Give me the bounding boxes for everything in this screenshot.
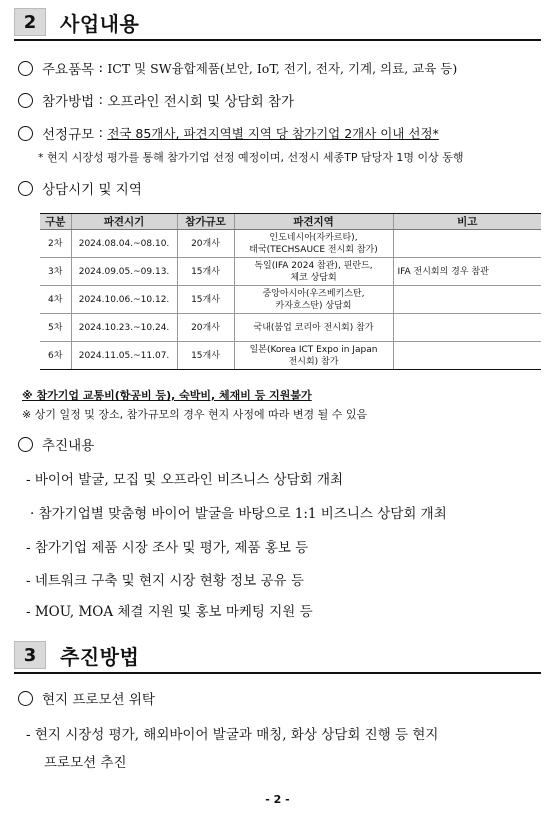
- promotion-bullet-2: · 참가기업별 맞춤형 바이어 발굴을 바탕으로 1:1 비즈니스 상담회 개최: [30, 506, 447, 522]
- round-cell: 5차: [40, 314, 71, 342]
- method-value: 오프라인 전시회 및 상담회 참가: [107, 94, 295, 110]
- region-line-2: 태국(TECHSAUCE 전시회 참가): [249, 244, 378, 255]
- section-2-header: [14, 5, 541, 41]
- region-line-2: 체코 상담회: [290, 272, 337, 283]
- scale-item: [18, 123, 545, 143]
- header-region: 파견지역: [234, 214, 393, 230]
- note-cell: [393, 286, 541, 314]
- period-cell: 2024.09.05.~09.13.: [71, 258, 177, 286]
- note-cell: [393, 342, 541, 370]
- promotion-bullet-3: - 참가기업 제품 시장 조사 및 평가, 제품 홍보 등: [26, 540, 309, 556]
- section-3-title: 추진방법: [60, 644, 140, 669]
- region-line-1: 국내(붐업 코리아 전시회) 참가: [253, 322, 374, 333]
- local-promotion-desc-line-1: - 현지 시장성 평가, 해외바이어 발굴과 매칭, 화상 상담회 진행 등 현지: [26, 727, 439, 743]
- note-no-support: ※ 참가기업 교통비(항공비 등), 숙박비, 체재비 등 지원불가: [22, 389, 312, 402]
- region-cell: [234, 230, 393, 258]
- size-cell: 15개사: [177, 342, 234, 370]
- header-note: 비고: [393, 214, 541, 230]
- size-cell: 15개사: [177, 258, 234, 286]
- round-cell: 4차: [40, 286, 71, 314]
- main-products-label: 주요품목: [42, 62, 95, 78]
- page-number: - 2 -: [265, 793, 290, 806]
- region-line-2: 전시회) 참가: [288, 356, 339, 367]
- local-promotion-desc-line-2: 프로모션 추진: [44, 755, 127, 771]
- note-cell: IFA 전시회의 경우 참관: [393, 258, 541, 286]
- table-row: [40, 314, 541, 342]
- circle-bullet-icon: [18, 126, 33, 141]
- note-schedule-change: ※ 상기 일정 및 장소, 참가규모의 경우 현지 사정에 따라 변경 될 수 있음: [22, 408, 368, 421]
- region-line-1: 독일(IFA 2024 참관), 핀란드,: [254, 260, 373, 271]
- circle-bullet-icon: [18, 437, 33, 452]
- method-item: [18, 90, 545, 110]
- region-line-1: 인도네시아(자카르타),: [269, 232, 358, 243]
- header-size: 참가규모: [177, 214, 234, 230]
- main-products-sep: :: [94, 60, 108, 76]
- header-period: 파견시기: [71, 214, 177, 230]
- scale-sep: :: [94, 125, 108, 141]
- round-cell: 2차: [40, 230, 71, 258]
- circle-bullet-icon: [18, 61, 33, 76]
- size-cell: 20개사: [177, 314, 234, 342]
- region-cell: [234, 286, 393, 314]
- section-3-header: [14, 638, 541, 674]
- main-products-value: ICT 및 SW융합제품(보안, IoT, 전기, 전자, 기계, 의료, 교육 등): [107, 61, 458, 76]
- round-cell: 6차: [40, 342, 71, 370]
- header-round: 구분: [40, 214, 71, 230]
- scale-value: 전국 85개사, 파견지역별 지역 당 참가기업 2개사 이내 선정*: [107, 126, 439, 141]
- region-cell: [234, 258, 393, 286]
- period-cell: 2024.08.04.~08.10.: [71, 230, 177, 258]
- local-promotion-item: [18, 688, 545, 708]
- region-line-2: 카자흐스탄) 상담회: [275, 300, 352, 311]
- section-3-number: 3: [14, 641, 46, 669]
- region-cell: [234, 314, 393, 342]
- region-line-1: 중앙아시아(우즈베키스탄,: [262, 288, 365, 299]
- method-label: 참가방법: [42, 94, 95, 110]
- section-2-number: 2: [14, 8, 46, 36]
- period-cell: 2024.10.06.~10.12.: [71, 286, 177, 314]
- schedule-table: [40, 213, 541, 370]
- promotion-bullet-1: - 바이어 발굴, 모집 및 오프라인 비즈니스 상담회 개최: [26, 472, 344, 488]
- timing-item: [18, 178, 545, 198]
- circle-bullet-icon: [18, 181, 33, 196]
- table-row: [40, 230, 541, 258]
- section-2-title: 사업내용: [60, 11, 140, 36]
- region-cell: [234, 342, 393, 370]
- size-cell: 15개사: [177, 286, 234, 314]
- table-row: [40, 342, 541, 370]
- promotion-bullet-4: - 네트워크 구축 및 현지 시장 현황 정보 공유 등: [26, 573, 304, 589]
- method-sep: :: [94, 92, 108, 108]
- period-cell: 2024.10.23.~10.24.: [71, 314, 177, 342]
- region-line-1: 일본(Korea ICT Expo in Japan: [249, 344, 378, 355]
- circle-bullet-icon: [18, 93, 33, 108]
- table-row: [40, 258, 541, 286]
- scale-label: 선정규모: [42, 127, 95, 143]
- main-products-item: [18, 58, 545, 78]
- timing-label: 상담시기 및 지역: [42, 182, 142, 198]
- size-cell: 20개사: [177, 230, 234, 258]
- table-header-row: [40, 214, 541, 230]
- scale-note: * 현지 시장성 평가를 통해 참가기업 선정 예정이며, 선정시 세종TP 담당자 1명 이상 동행: [38, 151, 464, 164]
- table-row: [40, 286, 541, 314]
- round-cell: 3차: [40, 258, 71, 286]
- promotion-item: [18, 434, 545, 454]
- promotion-title: 추진내용: [42, 438, 95, 454]
- promotion-bullet-5: - MOU, MOA 체결 지원 및 홍보 마케팅 지원 등: [26, 604, 313, 620]
- circle-bullet-icon: [18, 691, 33, 706]
- period-cell: 2024.11.05.~11.07.: [71, 342, 177, 370]
- note-cell: [393, 314, 541, 342]
- note-cell: [393, 230, 541, 258]
- local-promotion-title: 현지 프로모션 위탁: [42, 692, 155, 708]
